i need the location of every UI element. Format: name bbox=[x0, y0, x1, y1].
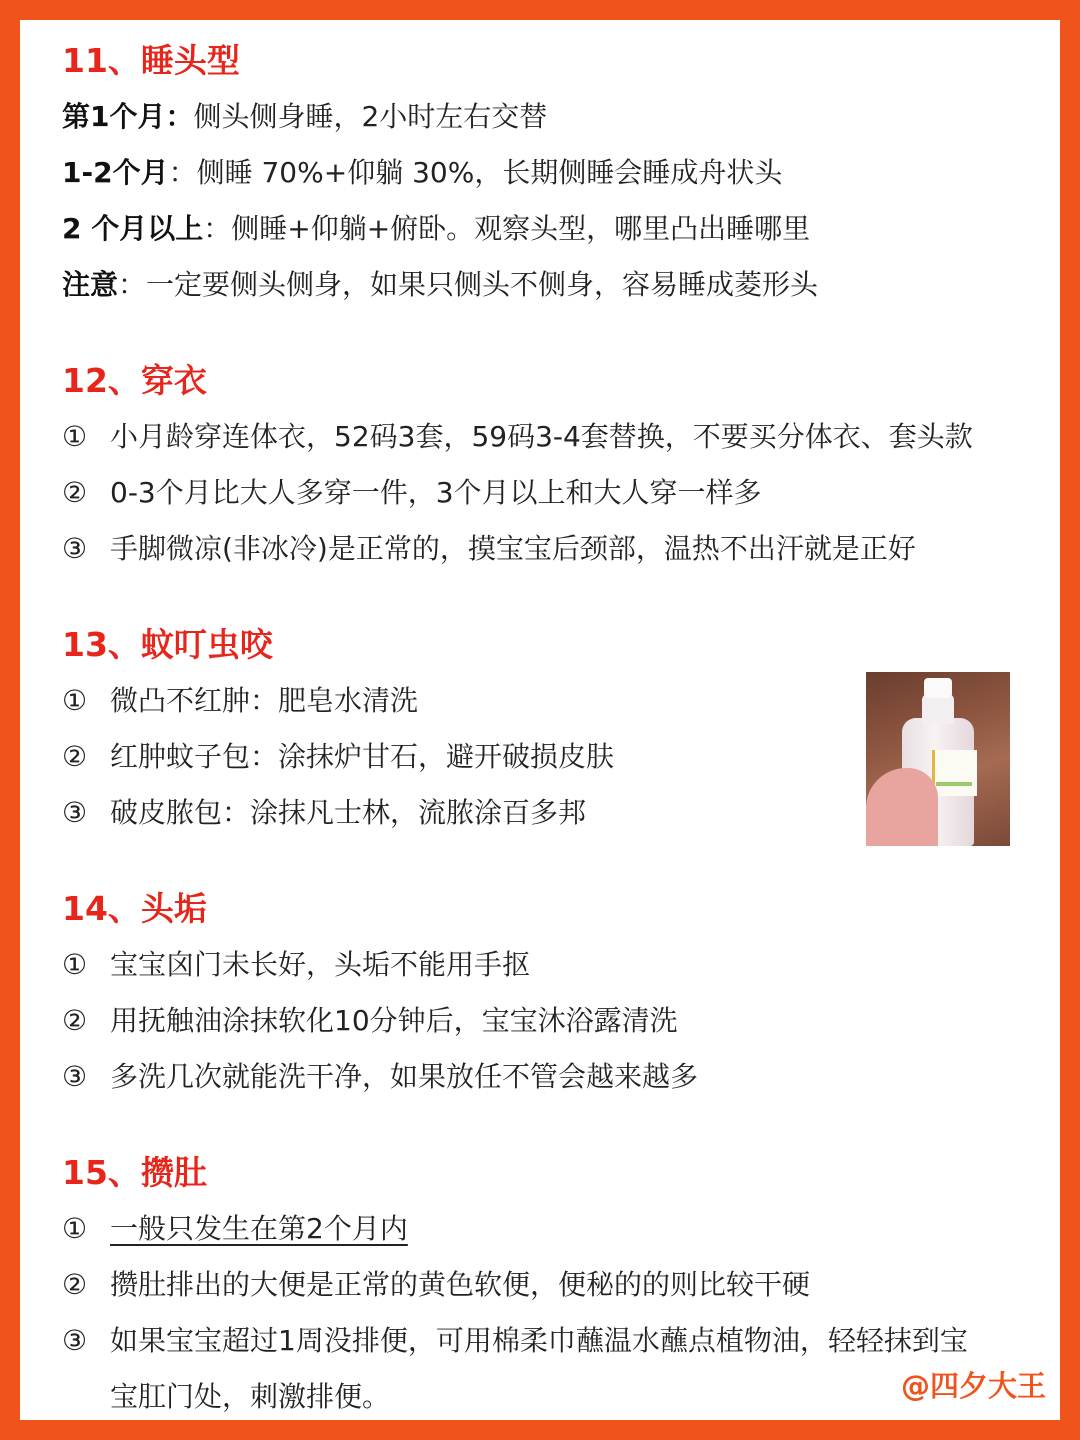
item-label: 注意 bbox=[62, 268, 119, 301]
item-text: 破皮脓包：涂抹凡士林，流脓涂百多邦 bbox=[110, 796, 587, 829]
list-item bbox=[62, 1049, 1020, 1105]
item-text: ：侧睡+仰躺+俯卧。观察头型，哪里凸出睡哪里 bbox=[203, 212, 811, 245]
item-number: ① bbox=[62, 684, 88, 717]
hand bbox=[866, 768, 938, 846]
item-text: 多洗几次就能洗干净，如果放任不管会越来越多 bbox=[110, 1060, 699, 1093]
list-item bbox=[62, 937, 1020, 993]
item-text: 用抚触油涂抹软化10分钟后，宝宝沐浴露清洗 bbox=[110, 1004, 678, 1037]
list-item bbox=[62, 521, 1020, 577]
section-stool-holding bbox=[62, 1148, 1020, 1425]
item-text: 一般只发生在第2个月内 bbox=[110, 1212, 408, 1245]
item-text: 小月龄穿连体衣，52码3套，59码3-4套替换，不要买分体衣、套头款 bbox=[110, 420, 973, 453]
list-item bbox=[62, 1313, 1020, 1369]
item-text: 红肿蚊子包：涂抹炉甘石，避开破损皮肤 bbox=[110, 740, 615, 773]
list-item bbox=[62, 201, 1020, 257]
item-number: ① bbox=[62, 420, 88, 453]
author-watermark: @四夕大王 bbox=[900, 1369, 1046, 1403]
section-dressing bbox=[62, 356, 1020, 577]
item-text: ：一定要侧头侧身，如果只侧头不侧身，容易睡成菱形头 bbox=[118, 268, 819, 301]
list-item bbox=[62, 257, 1020, 313]
item-number: ③ bbox=[62, 796, 88, 829]
section-title: 15、攒肚 bbox=[62, 1153, 207, 1192]
list-item bbox=[62, 1201, 1020, 1257]
item-label: 2 个月以上 bbox=[62, 212, 204, 245]
item-text: 宝宝囟门未长好，头垢不能用手抠 bbox=[110, 948, 531, 981]
list-item bbox=[62, 89, 1020, 145]
item-label: 1-2个月 bbox=[62, 156, 169, 189]
bottle-label bbox=[932, 750, 977, 796]
page-card bbox=[20, 20, 1060, 1420]
list-item bbox=[62, 1257, 1020, 1313]
item-number: ② bbox=[62, 1268, 88, 1301]
item-text: 微凸不红肿：肥皂水清洗 bbox=[110, 684, 419, 717]
item-text: 宝肛门处，刺激排便。 bbox=[110, 1380, 391, 1413]
item-text: 0-3个月比大人多穿一件，3个月以上和大人穿一样多 bbox=[110, 476, 762, 509]
list-item-continuation bbox=[62, 1369, 1020, 1425]
item-number: ③ bbox=[62, 532, 88, 565]
section-sleep-head-shape bbox=[62, 36, 1020, 313]
item-text: 侧头侧身睡，2小时左右交替 bbox=[193, 100, 548, 133]
item-text: ：侧睡 70%+仰躺 30%，长期侧睡会睡成舟状头 bbox=[168, 156, 783, 189]
item-text: 如果宝宝超过1周没排便，可用棉柔巾蘸温水蘸点植物油，轻轻抹到宝 bbox=[110, 1324, 968, 1357]
bottle-label-stripe bbox=[936, 782, 972, 786]
section-title: 12、穿衣 bbox=[62, 361, 207, 400]
list-item bbox=[62, 993, 1020, 1049]
item-number: ③ bbox=[62, 1324, 88, 1357]
item-number: ① bbox=[62, 948, 88, 981]
section-cradle-cap bbox=[62, 884, 1020, 1105]
item-number: ② bbox=[62, 1004, 88, 1037]
item-label: 第1个月： bbox=[62, 100, 194, 133]
list-item bbox=[62, 145, 1020, 201]
calamine-bottle-photo bbox=[866, 672, 1010, 846]
item-text: 攒肚排出的大便是正常的黄色软便，便秘的的则比较干硬 bbox=[110, 1268, 811, 1301]
item-number: ② bbox=[62, 476, 88, 509]
list-item bbox=[62, 409, 1020, 465]
item-number: ② bbox=[62, 740, 88, 773]
bottle-neck bbox=[922, 694, 954, 724]
bottle-cap bbox=[924, 678, 952, 698]
item-text: 手脚微凉(非冰冷)是正常的，摸宝宝后颈部，温热不出汗就是正好 bbox=[110, 532, 916, 565]
item-number: ① bbox=[62, 1212, 88, 1245]
list-item bbox=[62, 465, 1020, 521]
section-title: 13、蚊叮虫咬 bbox=[62, 625, 273, 664]
item-number: ③ bbox=[62, 1060, 88, 1093]
section-title: 11、睡头型 bbox=[62, 41, 240, 80]
section-title: 14、头垢 bbox=[62, 889, 207, 928]
